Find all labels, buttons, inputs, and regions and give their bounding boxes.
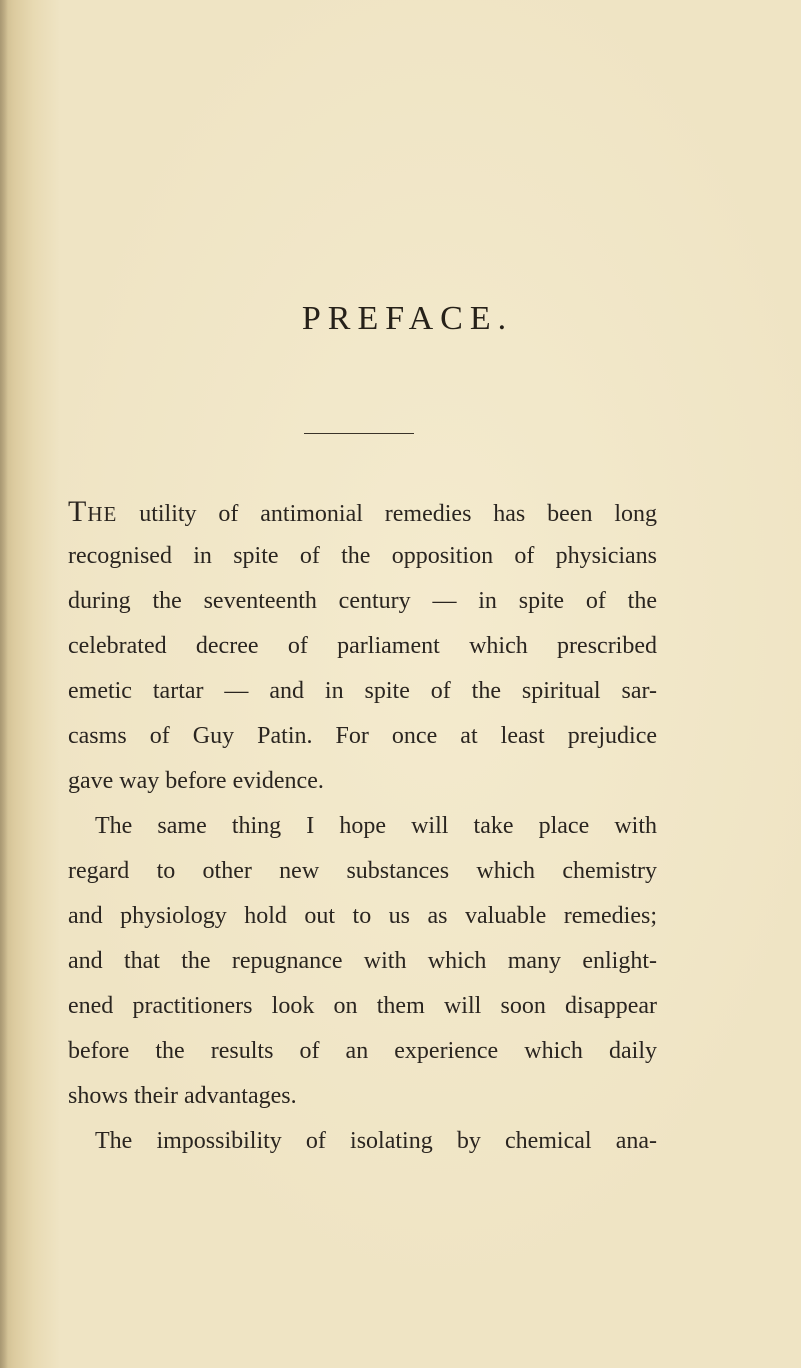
paragraph-2-line-2: regard to other new substances which chemistry [68, 858, 657, 884]
paragraph-2-line-1: The same thing I hope will take place with [95, 813, 657, 839]
paragraph-1-opening-word: The [68, 495, 118, 528]
paragraph-1-line-5: emetic tartar — and in spite of the spiritual sar- [68, 678, 657, 704]
paragraph-2-line-5: ened practitioners look on them will soon disappear [68, 993, 657, 1019]
paragraph-2-line-6: before the results of an experience which daily [68, 1038, 657, 1064]
paragraph-2-line-3: and physiology hold out to us as valuable remedies; [68, 903, 657, 929]
title-divider-rule [304, 433, 414, 434]
preface-text [68, 489, 657, 1164]
paragraph-1-line-6: casms of Guy Patin. For once at least prejudice [68, 723, 657, 749]
paragraph-1-line-1 [68, 489, 657, 534]
paragraph-2-line-7: shows their advantages. [68, 1083, 297, 1109]
paragraph-1-line-4: celebrated decree of parliament which prescribed [68, 633, 657, 659]
paragraph-1-line-1-text: utility of antimonial remedies has been long [117, 501, 657, 527]
paragraph-3-line-1: The impossibility of isolating by chemical ana- [95, 1128, 657, 1154]
page-title: PREFACE. [301, 300, 514, 337]
page-gutter-shadow [0, 0, 8, 1368]
paragraph-1-line-7: gave way before evidence. [68, 768, 324, 794]
paragraph-1-line-2: recognised in spite of the opposition of physicians [68, 543, 657, 569]
paragraph-1-line-3: during the seventeenth century — in spite of the [68, 588, 657, 614]
paragraph-2-line-4: and that the repugnance with which many enlight- [68, 948, 657, 974]
